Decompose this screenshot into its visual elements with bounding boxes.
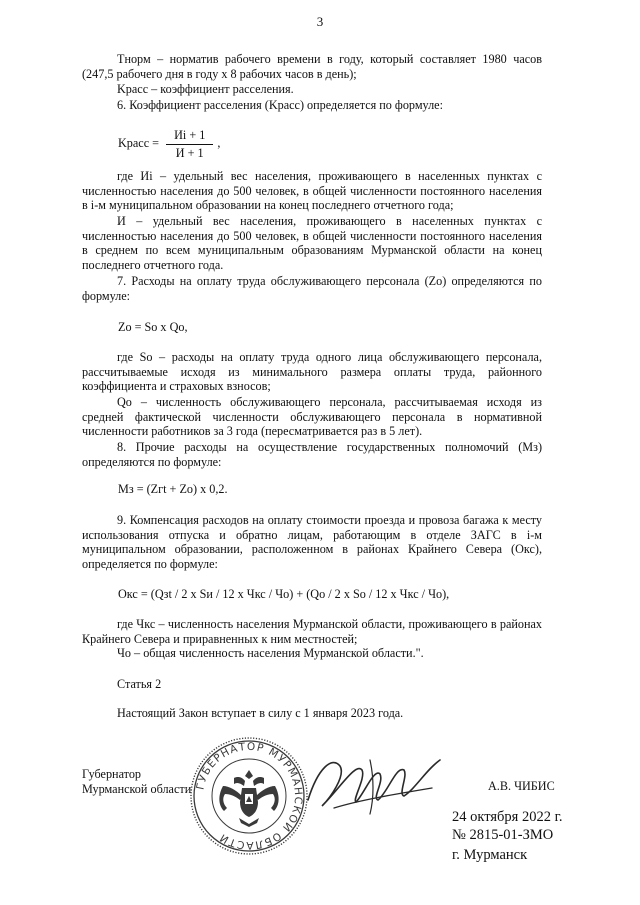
formula-k-rass xyxy=(118,128,220,160)
page-number: 3 xyxy=(316,14,324,29)
item-6-text: 6. Коэффициент расселения (Kрасс) определяется по формуле: xyxy=(117,98,443,112)
formula-m-z: Mз = (Zгt + Zo) x 0,2. xyxy=(118,482,228,496)
official-seal-icon xyxy=(187,734,311,858)
k-rass-definition: Kрасс – коэффициент расселения. xyxy=(117,82,294,96)
formula-k-rass-fraction xyxy=(166,128,213,160)
signer-name: А.В. ЧИБИС xyxy=(488,779,555,793)
t-norm-definition: Tнорм – норматив рабочего времени в году, который составляет 1980 часов (247,5 рабочего дня в году x 8 рабочих часов в день); xyxy=(82,52,542,81)
item-7-text: 7. Расходы на оплату труда обслуживающего персонала (Zo) определяются по формуле: xyxy=(82,274,542,303)
law-date: 24 октября 2022 г. xyxy=(452,809,563,825)
signer-position-line-2: Мурманской области xyxy=(82,782,192,796)
i-definition: И – удельный вес населения, проживающего в населенных пунктах с численностью населения до 500 человек, в общей численности постоянного населения в среднем по всем муниципальным образованиям Мурманской области на конец последнего отчетного года. xyxy=(82,214,542,272)
formula-z-o: Zo = So x Qo, xyxy=(118,320,188,334)
item-8-text: 8. Прочие расходы на осуществление государственных полномочий (Mз) определяются по формуле: xyxy=(82,440,542,469)
formula-o-ks: Oкс = (Qзt / 2 x Sи / 12 x Чкс / Чо) + (Qo / 2 x So / 12 x Чкс / Чо), xyxy=(118,587,450,601)
q-o-definition: Qo – численность обслуживающего персонала, рассчитываемая исходя из средней фактической численности обслуживающего персонала в нормативной численности работников за 3 года (пересматривается раз в 5 лет). xyxy=(82,395,542,439)
i-i-definition: где Иi – удельный вес населения, проживающего в населенных пунктах с численностью населения до 500 человек, в общей численности постоянного населения в i-м муниципальном образовании на конец последнего отчетного года; xyxy=(82,169,542,213)
ch-ks-definition: где Чкс – численность населения Мурманской области, проживающего в районах Крайнего Севера и приравненных к ним местностей; xyxy=(82,617,542,646)
signer-position-line-1: Губернатор xyxy=(82,767,142,781)
formula-k-rass-denominator: И + 1 xyxy=(175,145,204,160)
formula-k-rass-numerator: Иi + 1 xyxy=(166,128,213,145)
law-number: № 2815-01-ЗМО xyxy=(452,827,554,843)
handwritten-signature-icon xyxy=(300,748,450,820)
effective-date-text: Настоящий Закон вступает в силу с 1 января 2023 года. xyxy=(117,706,404,720)
formula-k-rass-tail: , xyxy=(217,135,221,150)
law-city: г. Мурманск xyxy=(452,847,528,863)
formula-k-rass-lhs: Kрасс = xyxy=(118,135,160,150)
item-9-text: 9. Компенсация расходов на оплату стоимости проезда и провоза багажа к месту использования отпуска и обратно лицам, работающим в отделе ЗАГС в i-м муниципальном образовании, расположенном в районах Крайнего Севера (Oкс), определяется по формуле: xyxy=(82,513,542,571)
seal-text: ГУБЕРНАТОР МУРМАНСКОЙ ОБЛАСТИ xyxy=(194,740,305,852)
s-o-definition: где So – расходы на оплату труда одного лица обслуживающего персонала, рассчитываемые исходя из минимального размера оплаты труда, районного коэффициента и страховых взносов; xyxy=(82,350,542,394)
ch-o-definition: Чо – общая численность населения Мурманской области.". xyxy=(117,646,424,660)
article-2-heading: Статья 2 xyxy=(117,677,162,691)
